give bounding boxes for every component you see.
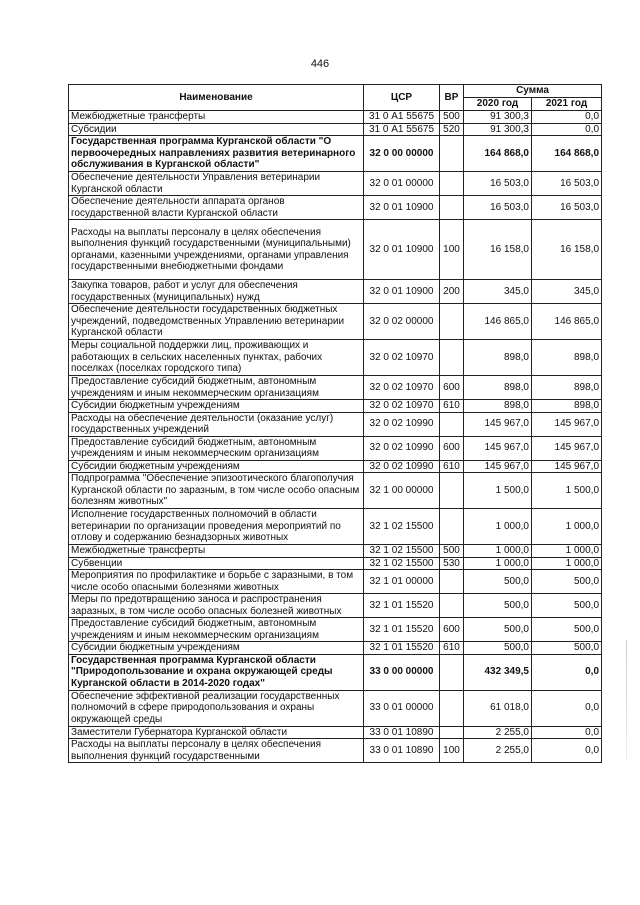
row-vr xyxy=(440,412,464,436)
row-name: Субвенции xyxy=(69,557,364,570)
row-csr: 32 0 02 10990 xyxy=(364,436,440,460)
row-csr: 32 1 02 15500 xyxy=(364,509,440,545)
row-name: Заместители Губернатора Курганской области xyxy=(69,726,364,739)
row-amount-2020: 164 868,0 xyxy=(464,136,532,172)
table-row xyxy=(69,400,602,413)
table-row xyxy=(69,557,602,570)
table-row xyxy=(69,123,602,136)
row-vr xyxy=(440,654,464,690)
row-amount-2020: 91 300,3 xyxy=(464,111,532,124)
row-name: Государственная программа Курганской области "О первоочередных направлениях развития ветеринарного обслуживания в Курганской области" xyxy=(69,136,364,172)
row-vr xyxy=(440,726,464,739)
row-name: Межбюджетные трансферты xyxy=(69,111,364,124)
row-amount-2021: 1 000,0 xyxy=(532,545,602,558)
row-csr: 32 0 01 10900 xyxy=(364,280,440,304)
row-amount-2020: 500,0 xyxy=(464,594,532,618)
row-vr: 500 xyxy=(440,111,464,124)
row-csr: 32 1 01 15520 xyxy=(364,618,440,642)
row-name: Исполнение государственных полномочий в области ветеринарии по организации проведения мероприятий по отлову и содержанию безнадзорных животных xyxy=(69,509,364,545)
header-year-2020: 2020 год xyxy=(464,98,532,111)
row-amount-2021: 500,0 xyxy=(532,618,602,642)
row-amount-2021: 0,0 xyxy=(532,654,602,690)
row-amount-2020: 91 300,3 xyxy=(464,123,532,136)
budget-table xyxy=(68,84,602,763)
row-name: Обеспечение деятельности аппарата органов государственной власти Курганской области xyxy=(69,196,364,220)
row-csr: 32 0 02 00000 xyxy=(364,304,440,340)
table-row xyxy=(69,618,602,642)
row-csr: 32 0 01 10900 xyxy=(364,220,440,280)
row-vr: 600 xyxy=(440,618,464,642)
row-amount-2021: 1 000,0 xyxy=(532,557,602,570)
table-row xyxy=(69,545,602,558)
table-row xyxy=(69,460,602,473)
table-row xyxy=(69,726,602,739)
row-name: Обеспечение деятельности Управления ветеринарии Курганской области xyxy=(69,172,364,196)
table-row xyxy=(69,509,602,545)
row-vr xyxy=(440,690,464,726)
table-body xyxy=(69,111,602,763)
row-csr: 31 0 А1 55675 xyxy=(364,123,440,136)
header-vr: ВР xyxy=(440,85,464,111)
row-amount-2021: 1 000,0 xyxy=(532,509,602,545)
row-name: Закупка товаров, работ и услуг для обеспечения государственных (муниципальных) нужд xyxy=(69,280,364,304)
row-name: Расходы на обеспечение деятельности (оказание услуг) государственных учреждений xyxy=(69,412,364,436)
row-amount-2021: 898,0 xyxy=(532,376,602,400)
row-vr: 610 xyxy=(440,642,464,655)
row-amount-2020: 2 255,0 xyxy=(464,726,532,739)
row-csr: 31 0 А1 55675 xyxy=(364,111,440,124)
row-vr: 610 xyxy=(440,460,464,473)
row-amount-2021: 0,0 xyxy=(532,739,602,763)
row-amount-2020: 1 000,0 xyxy=(464,545,532,558)
row-amount-2020: 898,0 xyxy=(464,400,532,413)
row-amount-2020: 500,0 xyxy=(464,618,532,642)
row-name: Обеспечение эффективной реализации государственных полномочий в сфере природопользования и охраны окружающей среды xyxy=(69,690,364,726)
row-vr: 100 xyxy=(440,739,464,763)
row-csr: 32 1 01 15520 xyxy=(364,642,440,655)
row-vr: 100 xyxy=(440,220,464,280)
row-amount-2021: 16 503,0 xyxy=(532,172,602,196)
row-name: Обеспечение деятельности государственных бюджетных учреждений, подведомственных Управлению ветеринарии Курганской области xyxy=(69,304,364,340)
table-header xyxy=(69,85,602,111)
row-name: Субсидии xyxy=(69,123,364,136)
table-row xyxy=(69,642,602,655)
row-amount-2021: 145 967,0 xyxy=(532,412,602,436)
row-csr: 32 1 01 15520 xyxy=(364,594,440,618)
row-name: Мероприятия по профилактике и борьбе с заразными, в том числе особо опасными болезнями животных xyxy=(69,570,364,594)
row-amount-2021: 146 865,0 xyxy=(532,304,602,340)
table-row xyxy=(69,280,602,304)
row-vr xyxy=(440,304,464,340)
row-vr xyxy=(440,570,464,594)
row-csr: 32 0 00 00000 xyxy=(364,136,440,172)
row-csr: 32 0 01 10900 xyxy=(364,196,440,220)
row-amount-2020: 345,0 xyxy=(464,280,532,304)
row-vr xyxy=(440,509,464,545)
row-amount-2021: 145 967,0 xyxy=(532,436,602,460)
table-row xyxy=(69,111,602,124)
row-name: Предоставление субсидий бюджетным, автономным учреждениям и иным некоммерческим организациям xyxy=(69,376,364,400)
row-vr xyxy=(440,136,464,172)
row-csr: 33 0 01 10890 xyxy=(364,726,440,739)
row-vr: 520 xyxy=(440,123,464,136)
table-row xyxy=(69,570,602,594)
row-csr: 32 0 02 10970 xyxy=(364,376,440,400)
row-csr: 33 0 00 00000 xyxy=(364,654,440,690)
row-vr: 600 xyxy=(440,436,464,460)
row-csr: 32 0 02 10970 xyxy=(364,340,440,376)
table-row xyxy=(69,473,602,509)
row-csr: 32 0 02 10990 xyxy=(364,460,440,473)
row-vr xyxy=(440,172,464,196)
row-csr: 32 1 01 00000 xyxy=(364,570,440,594)
row-amount-2020: 145 967,0 xyxy=(464,436,532,460)
table-row xyxy=(69,304,602,340)
row-amount-2020: 16 503,0 xyxy=(464,172,532,196)
header-name: Наименование xyxy=(69,85,364,111)
row-amount-2021: 345,0 xyxy=(532,280,602,304)
header-csr: ЦСР xyxy=(364,85,440,111)
row-amount-2020: 145 967,0 xyxy=(464,460,532,473)
table-row xyxy=(69,654,602,690)
row-csr: 32 0 02 10970 xyxy=(364,400,440,413)
row-amount-2020: 500,0 xyxy=(464,642,532,655)
row-amount-2021: 500,0 xyxy=(532,570,602,594)
row-amount-2020: 146 865,0 xyxy=(464,304,532,340)
header-sum: Сумма xyxy=(464,85,602,98)
table-row xyxy=(69,340,602,376)
row-amount-2020: 1 000,0 xyxy=(464,509,532,545)
row-amount-2020: 2 255,0 xyxy=(464,739,532,763)
row-name: Межбюджетные трансферты xyxy=(69,545,364,558)
row-name: Субсидии бюджетным учреждениям xyxy=(69,642,364,655)
row-name: Расходы на выплаты персоналу в целях обеспечения выполнения функций государственными xyxy=(69,739,364,763)
row-name: Меры по предотвращению заноса и распространения заразных, в том числе особо опасных болезней животных xyxy=(69,594,364,618)
row-amount-2020: 432 349,5 xyxy=(464,654,532,690)
row-name: Предоставление субсидий бюджетным, автономным учреждениям и иным некоммерческим организациям xyxy=(69,618,364,642)
row-vr xyxy=(440,340,464,376)
row-amount-2021: 145 967,0 xyxy=(532,460,602,473)
row-amount-2021: 898,0 xyxy=(532,400,602,413)
row-amount-2020: 898,0 xyxy=(464,340,532,376)
row-csr: 32 0 02 10990 xyxy=(364,412,440,436)
row-amount-2020: 145 967,0 xyxy=(464,412,532,436)
row-name: Субсидии бюджетным учреждениям xyxy=(69,460,364,473)
row-csr: 33 0 01 00000 xyxy=(364,690,440,726)
row-amount-2021: 16 158,0 xyxy=(532,220,602,280)
row-amount-2021: 164 868,0 xyxy=(532,136,602,172)
row-name: Расходы на выплаты персоналу в целях обеспечения выполнения функций государственными (муниципальными) органами, казенными учреждениями, органами управления государственными внебюджетными фондами xyxy=(69,220,364,280)
scan-edge-mark xyxy=(626,640,627,760)
row-name: Субсидии бюджетным учреждениям xyxy=(69,400,364,413)
row-amount-2021: 500,0 xyxy=(532,594,602,618)
row-vr: 500 xyxy=(440,545,464,558)
row-name: Подпрограмма "Обеспечение эпизоотического благополучия Курганской области по заразным, в том числе особо опасным болезням животных" xyxy=(69,473,364,509)
row-name: Государственная программа Курганской области "Природопользование и охрана окружающей среды Курганской области в 2014-2020 годах" xyxy=(69,654,364,690)
row-vr: 200 xyxy=(440,280,464,304)
row-csr: 33 0 01 10890 xyxy=(364,739,440,763)
row-vr: 610 xyxy=(440,400,464,413)
row-amount-2021: 898,0 xyxy=(532,340,602,376)
row-vr xyxy=(440,196,464,220)
row-amount-2020: 16 158,0 xyxy=(464,220,532,280)
row-amount-2021: 1 500,0 xyxy=(532,473,602,509)
table-row xyxy=(69,136,602,172)
row-amount-2020: 898,0 xyxy=(464,376,532,400)
row-name: Меры социальной поддержки лиц, проживающих и работающих в сельских населенных пунктах, рабочих поселках (поселках городского типа) xyxy=(69,340,364,376)
row-vr: 530 xyxy=(440,557,464,570)
table-row xyxy=(69,220,602,280)
row-amount-2020: 1 500,0 xyxy=(464,473,532,509)
table-row xyxy=(69,690,602,726)
row-amount-2020: 1 000,0 xyxy=(464,557,532,570)
row-vr xyxy=(440,473,464,509)
row-amount-2021: 0,0 xyxy=(532,726,602,739)
row-csr: 32 1 02 15500 xyxy=(364,557,440,570)
row-amount-2020: 500,0 xyxy=(464,570,532,594)
row-name: Предоставление субсидий бюджетным, автономным учреждениям и иным некоммерческим организациям xyxy=(69,436,364,460)
table-row xyxy=(69,739,602,763)
row-amount-2021: 0,0 xyxy=(532,111,602,124)
table-row xyxy=(69,196,602,220)
table-row xyxy=(69,436,602,460)
row-amount-2021: 0,0 xyxy=(532,123,602,136)
table-row xyxy=(69,172,602,196)
table-row xyxy=(69,412,602,436)
header-year-2021: 2021 год xyxy=(532,98,602,111)
row-amount-2021: 500,0 xyxy=(532,642,602,655)
table-row xyxy=(69,594,602,618)
row-csr: 32 1 00 00000 xyxy=(364,473,440,509)
row-amount-2020: 61 018,0 xyxy=(464,690,532,726)
row-csr: 32 0 01 00000 xyxy=(364,172,440,196)
row-amount-2021: 0,0 xyxy=(532,690,602,726)
row-amount-2020: 16 503,0 xyxy=(464,196,532,220)
row-vr: 600 xyxy=(440,376,464,400)
row-vr xyxy=(440,594,464,618)
page-number: 446 xyxy=(310,58,330,70)
row-amount-2021: 16 503,0 xyxy=(532,196,602,220)
row-csr: 32 1 02 15500 xyxy=(364,545,440,558)
table-row xyxy=(69,376,602,400)
